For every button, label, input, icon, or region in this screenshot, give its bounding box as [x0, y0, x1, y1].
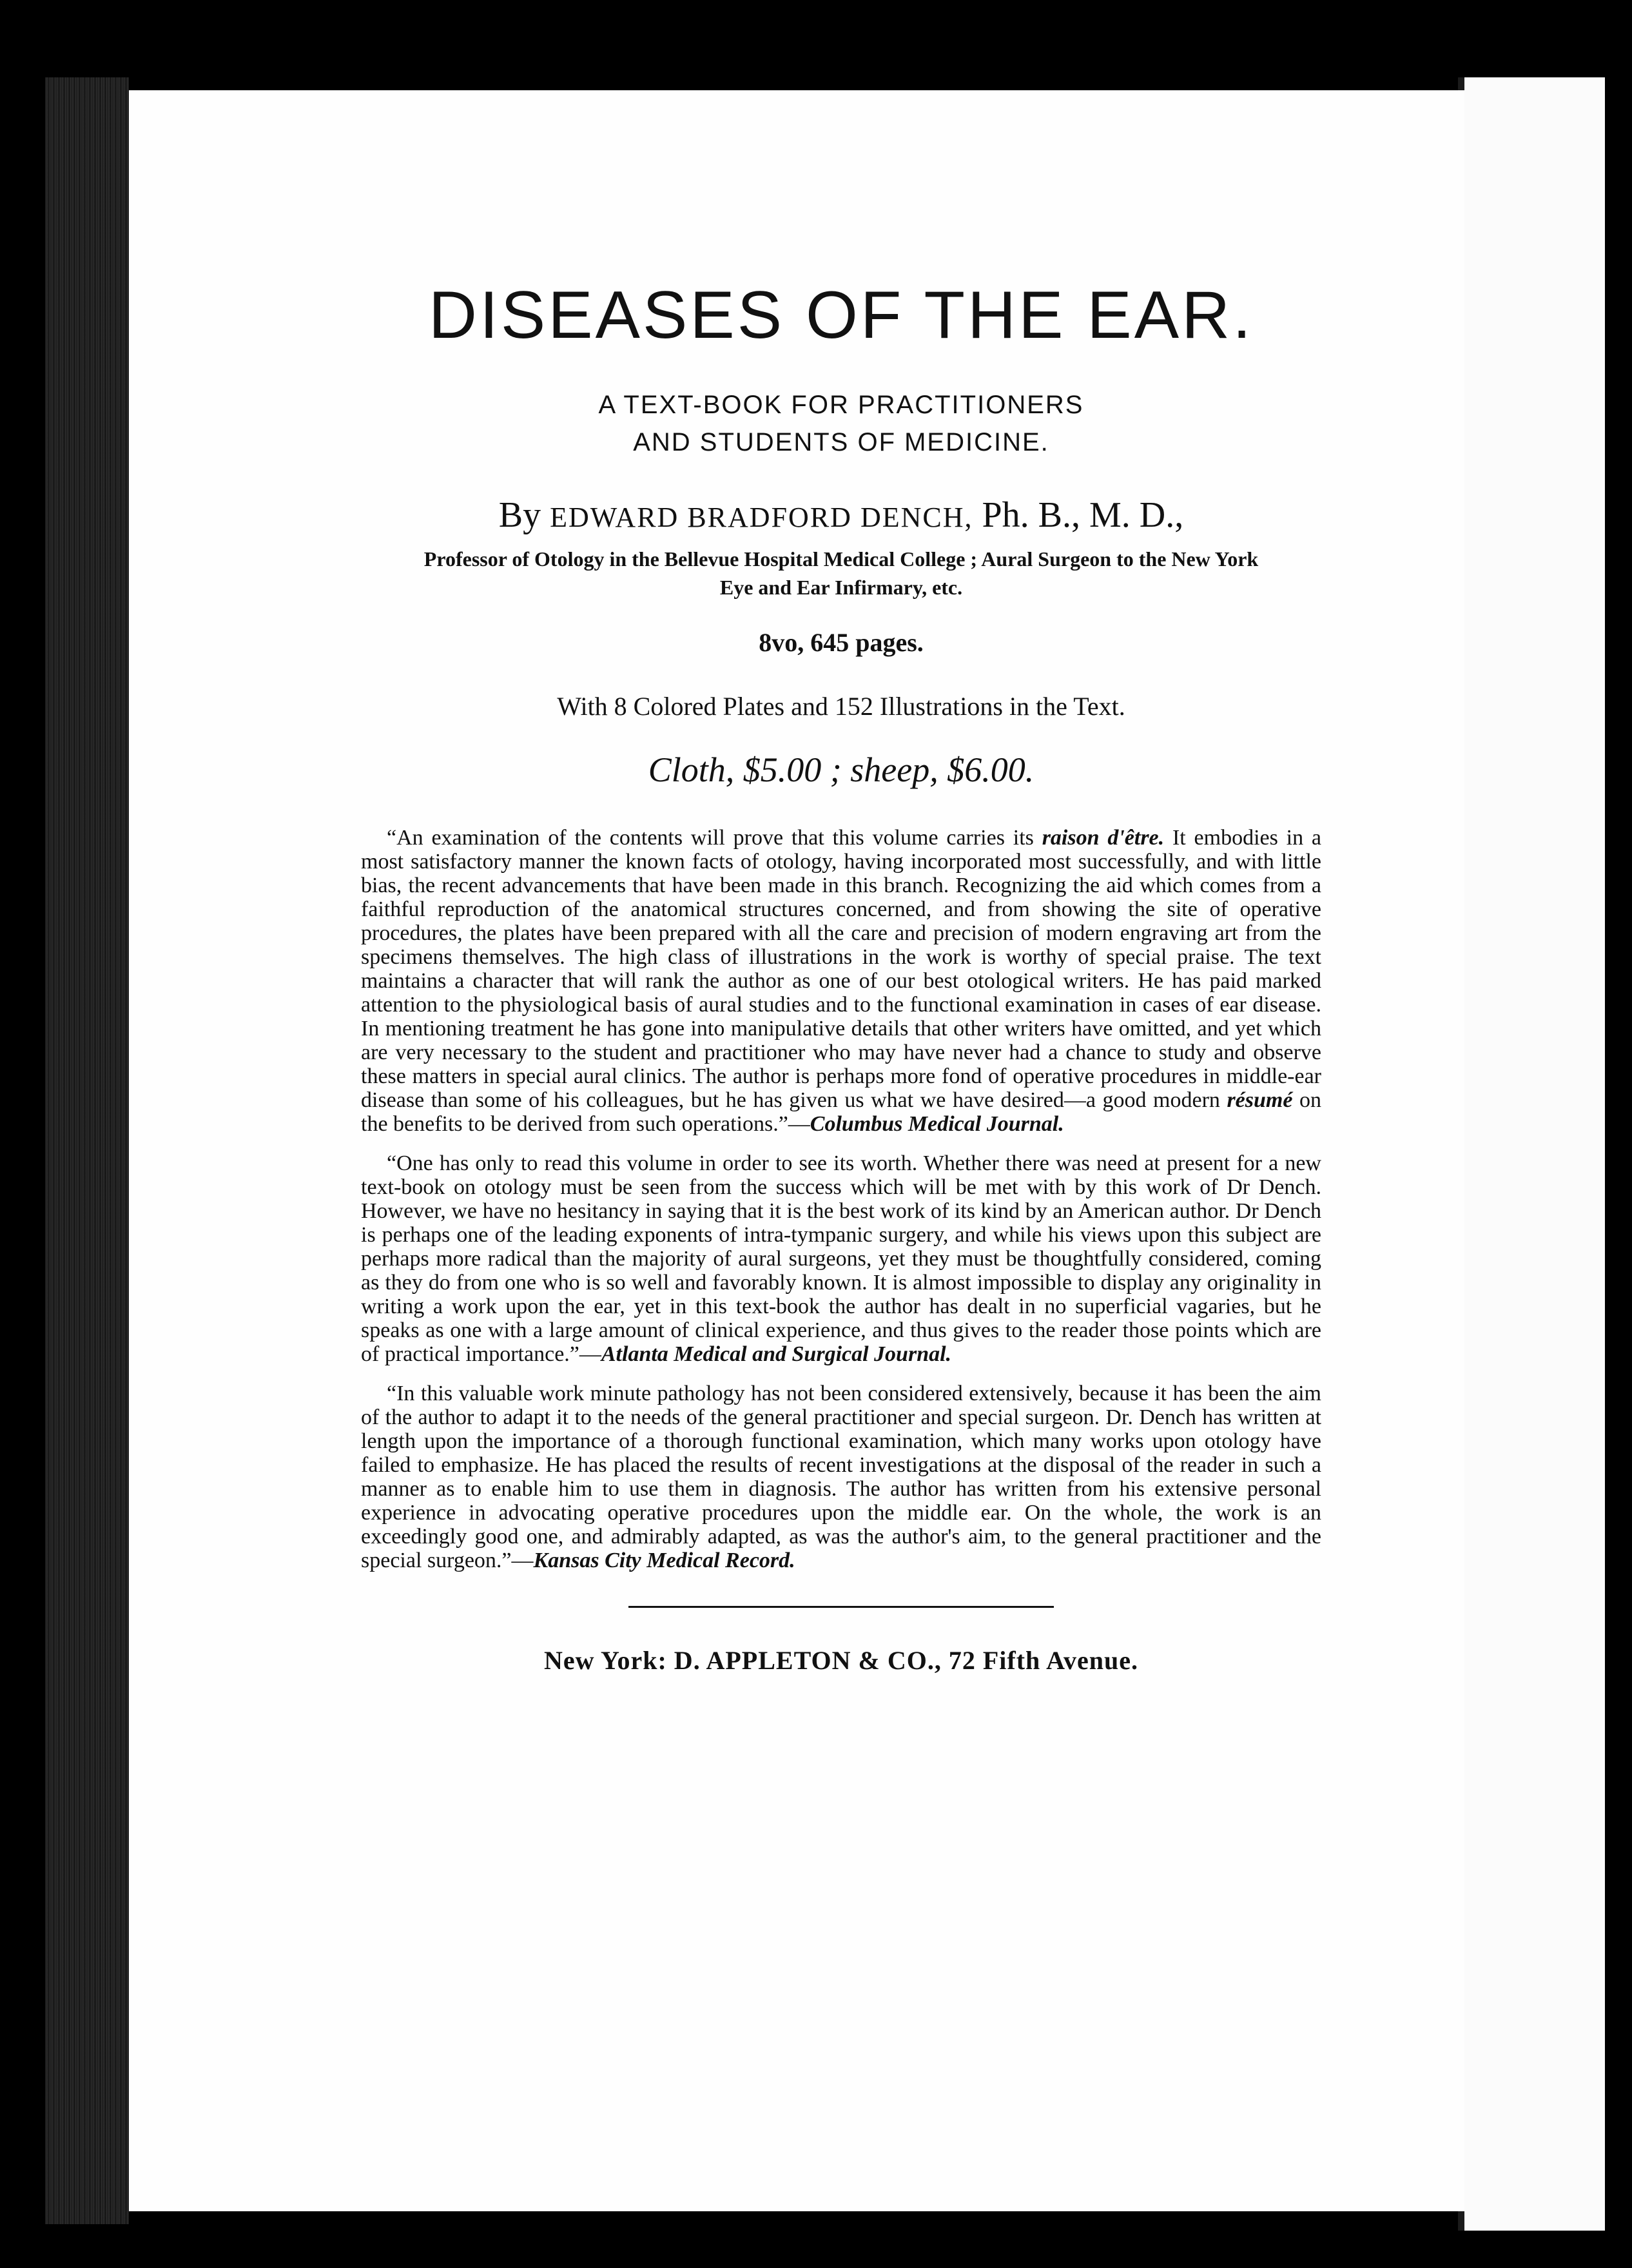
review-text: on the benefits to be derived from such operations.”— — [361, 1088, 1321, 1136]
author-line — [361, 494, 1321, 536]
book-page-edges — [45, 77, 129, 2224]
review-text: “An examination of the contents will prove that this volume carries its — [387, 826, 1042, 850]
review-text: It embodies in a most satisfactory manner the known facts of otology, having incorporated most successfully, and with little bias, the recent advancements that have been made in this branch. Recognizing the aid which comes from a faithful reproduction of the anatomical structures concerned, and from showing the site of operative procedures, the plates have been prepared with all the care and precision of modern engraving art from the specimens themselves. The high class of illustrations in the work is worthy of special praise. The text maintains a character that will rank the author as one of our best otological writers. He has paid marked attention to the physiological basis of aural studies and to the functional examination in cases of ear disease. In mentioning treatment he has gone into manipulative details that other writers have omitted, and yet which are very necessary to the student and practitioner who may have never had a chance to study and observe these matters in special aural clinics. The author is perhaps more fond of operative procedures in middle-ear disease than some of his colleagues, but he has given us what we have desired—a good modern — [361, 826, 1321, 1112]
review-atlanta — [361, 1151, 1321, 1366]
author-degrees: Ph. B., M. D., — [982, 495, 1184, 535]
subtitle-line-2: AND STUDENTS OF MEDICINE. — [633, 428, 1049, 456]
book-title: DISEASES OF THE EAR. — [428, 278, 1254, 353]
page-content — [361, 277, 1321, 1676]
review-emphasis: raison d'être. — [1042, 826, 1165, 850]
review-source: Columbus Medical Journal. — [810, 1112, 1064, 1136]
divider-rule — [628, 1606, 1054, 1608]
affiliation-line-2: Eye and Ear Infirmary, etc. — [719, 576, 963, 599]
review-emphasis: résumé — [1227, 1088, 1293, 1112]
review-source: Atlanta Medical and Surgical Journal. — [601, 1342, 952, 1366]
publisher-imprint: New York: D. APPLETON & CO., 72 Fifth Avenue. — [543, 1646, 1139, 1675]
review-kansas-city — [361, 1382, 1321, 1572]
affiliation-line-1: Professor of Otology in the Bellevue Hospital Medical College ; Aural Surgeon to the New York — [423, 547, 1259, 571]
review-text: “In this valuable work minute pathology has not been considered extensively, because it has been the aim of the author to adapt it to the needs of the general practitioner and special surgeon. Dr. Dench has written at length upon the importance of a thorough functional examination, which many works upon otology have failed to emphasize. He has placed the results of recent investigations at the disposal of the reader in such a manner as to enable him to use them in diagnosis. The author has written from his extensive personal experience in advocating operative procedures upon the middle ear. On the whole, the work is an exceedingly good one, and admirably adapted, as was the author's aim, to the general practitioner and the special surgeon.”— — [361, 1382, 1321, 1572]
author-by: By — [498, 495, 541, 535]
book-price: Cloth, $5.00 ; sheep, $6.00. — [648, 750, 1035, 789]
review-columbus — [361, 826, 1321, 1136]
book-illustrations: With 8 Colored Plates and 152 Illustrations in the Text. — [557, 692, 1125, 721]
subtitle-line-1: A TEXT-BOOK FOR PRACTITIONERS — [598, 391, 1084, 419]
author-affiliation — [361, 545, 1321, 601]
review-source: Kansas City Medical Record. — [533, 1549, 795, 1572]
author-name: EDWARD BRADFORD DENCH, — [550, 502, 973, 533]
book-subtitle — [361, 386, 1321, 461]
review-text: “One has only to read this volume in order to see its worth. Whether there was need at present for a new text-book on otology must be seen from the success which will be met with by this work of Dr Dench. However, we have no hesitancy in saying that it is the best work of its kind by an American author. Dr Dench is perhaps one of the leading exponents of intra-tympanic surgery, and while his views upon this subject are perhaps more radical than the majority of aural surgeons, yet they must be thoughtfully considered, coming as they do from one who is so well and favorably known. It is almost impossible to display any originality in writing a work upon the ear, yet in this text-book the author has dealt in no superficial vagaries, but he speaks as one with a large amount of clinical experience, and thus gives to the reader those points which are of practical importance.”— — [361, 1151, 1321, 1366]
facing-page-edge — [1605, 77, 1632, 2231]
book-format: 8vo, 645 pages. — [759, 628, 924, 657]
